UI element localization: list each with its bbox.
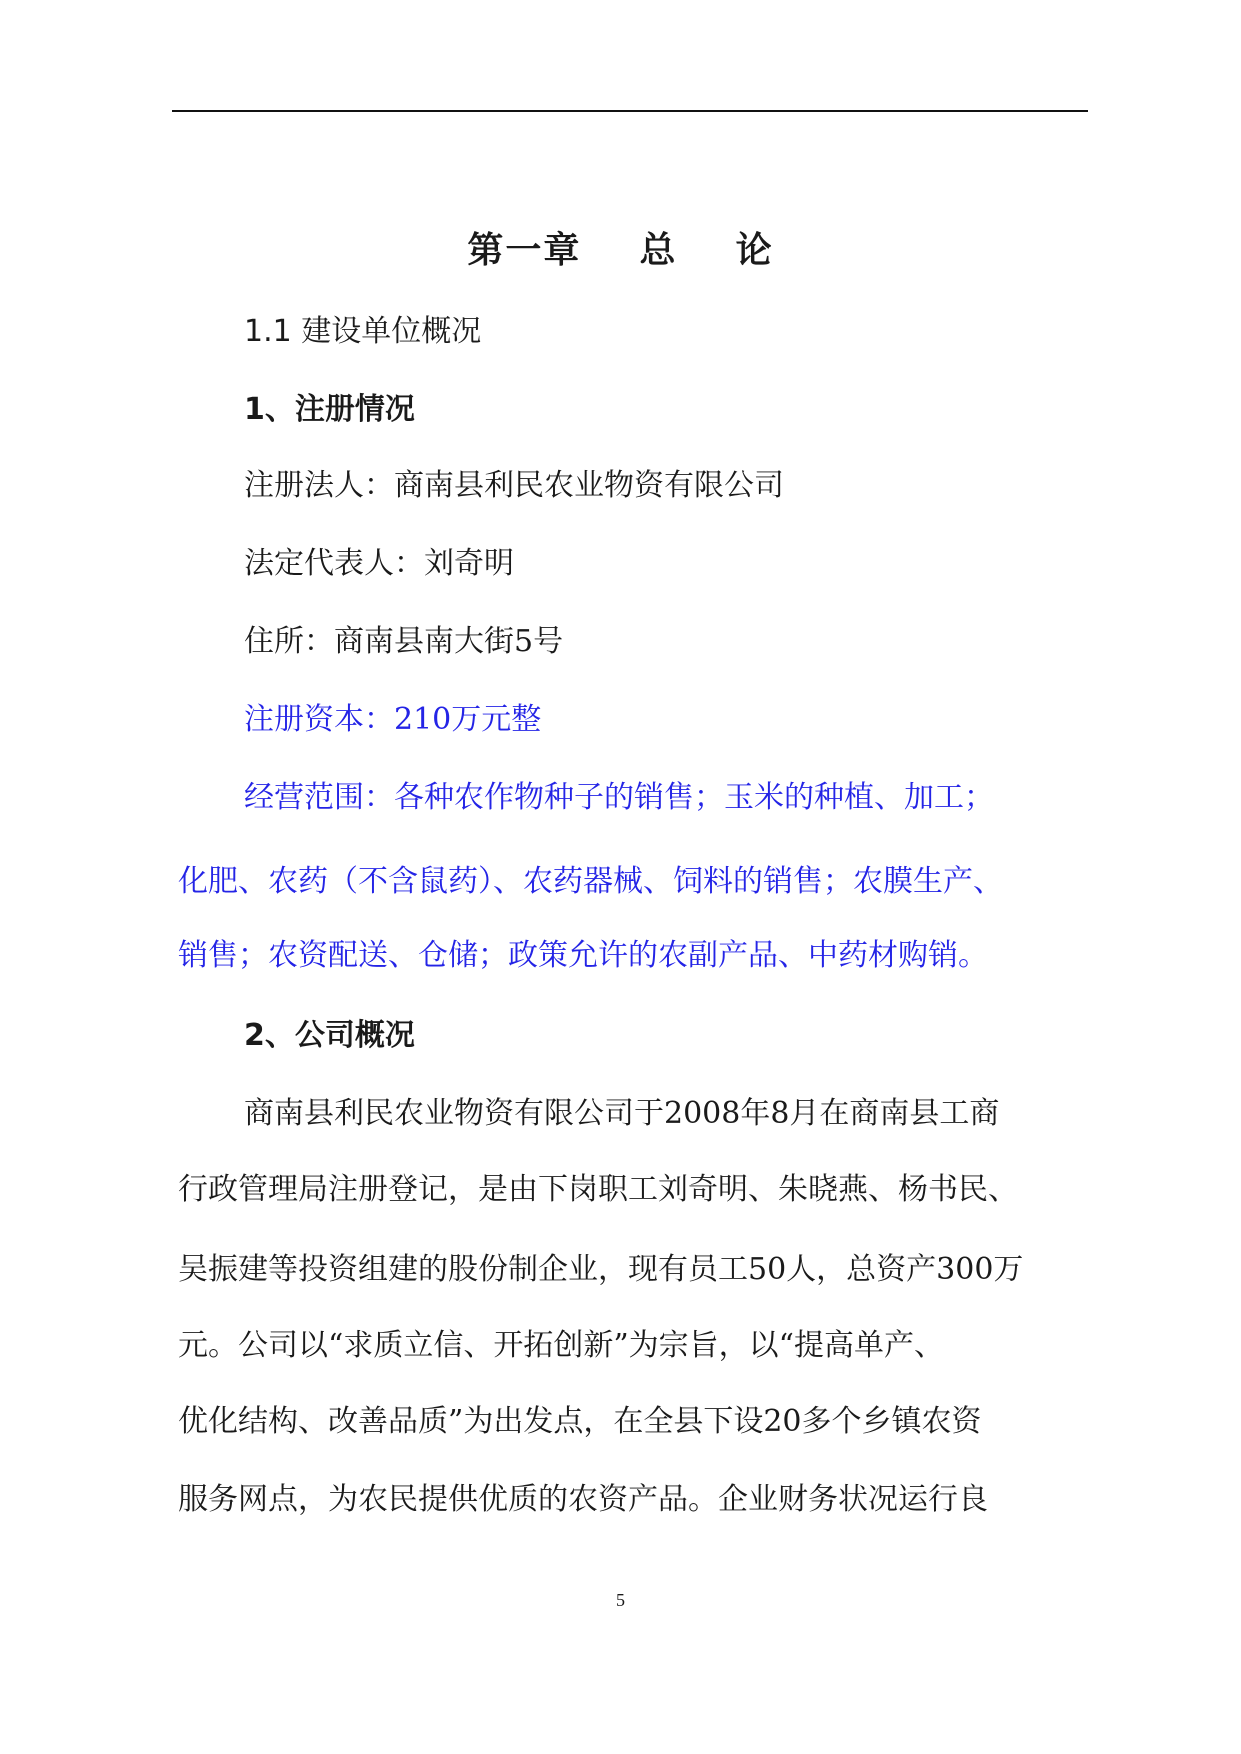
registered-capital-line: 注册资本：210万元整 xyxy=(244,702,542,737)
section-heading xyxy=(244,312,1154,352)
registration-heading: 1、注册情况 xyxy=(244,392,415,427)
address-line: 住所：商南县南大街5号 xyxy=(244,624,564,659)
chapter-title: 第一章 总 论 xyxy=(467,230,774,271)
business-scope-line: 经营范围：各种农作物种子的销售；玉米的种植、加工； xyxy=(244,780,994,815)
legal-representative-line: 法定代表人：刘奇明 xyxy=(244,546,514,581)
company-heading: 2、公司概况 xyxy=(244,1018,415,1053)
business-scope-line: 销售；农资配送、仓储；政策允许的农副产品、中药材购销。 xyxy=(178,938,988,973)
company-paragraph-line: 元。公司以“求质立信、开拓创新”为宗旨，以“提高单产、 xyxy=(178,1328,945,1363)
legal-entity-line: 注册法人：商南县利民农业物资有限公司 xyxy=(244,468,784,503)
company-paragraph-line: 吴振建等投资组建的股份制企业，现有员工50人，总资产300万 xyxy=(178,1252,1024,1287)
company-paragraph-line: 商南县利民农业物资有限公司于2008年8月在商南县工商 xyxy=(244,1096,1000,1131)
company-paragraph-line: 行政管理局注册登记，是由下岗职工刘奇明、朱晓燕、杨书民、 xyxy=(178,1172,1018,1207)
business-scope-line: 化肥、农药（不含鼠药）、农药器械、饲料的销售；农膜生产、 xyxy=(178,864,1003,899)
section-title: 建设单位概况 xyxy=(301,314,482,349)
company-paragraph-line: 服务网点，为农民提供优质的农资产品。企业财务状况运行良 xyxy=(178,1482,988,1517)
company-paragraph-line: 优化结构、改善品质”为出发点，在全县下设20多个乡镇农资 xyxy=(178,1404,982,1439)
section-number: 1.1 xyxy=(244,314,292,349)
page-number: 5 xyxy=(616,1590,625,1610)
header-rule xyxy=(172,110,1088,112)
